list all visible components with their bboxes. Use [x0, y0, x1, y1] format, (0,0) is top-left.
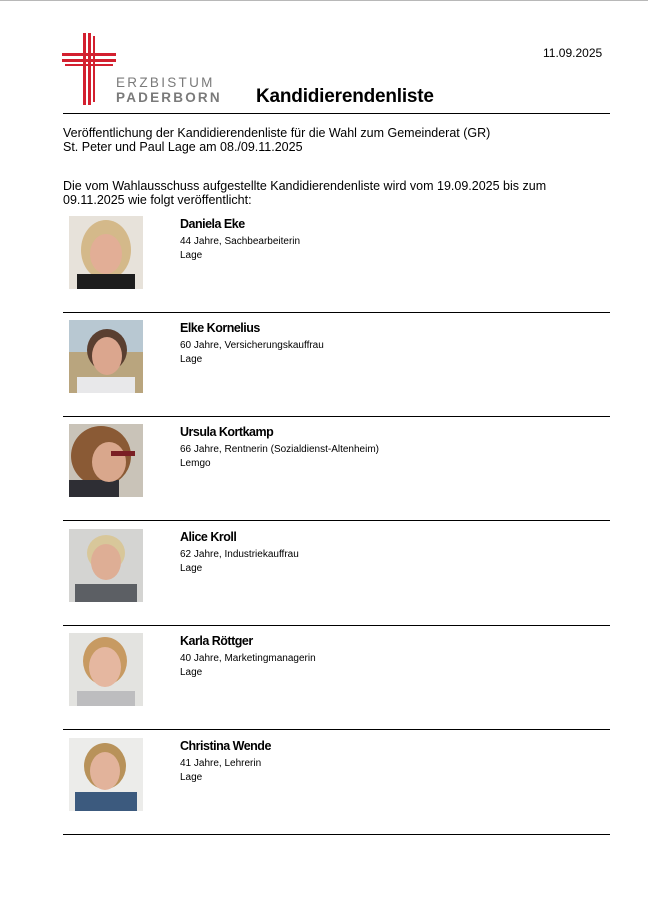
candidate-details: 66 Jahre, Rentnerin (Sozialdienst-Altenheim): [180, 444, 379, 455]
candidate-entry: [63, 731, 610, 835]
candidate-info: [180, 548, 299, 575]
candidate-name: Daniela Eke: [180, 217, 245, 231]
intro-paragraph: Die vom Wahlausschuss aufgestellte Kandidierendenliste wird vom 19.09.2025 bis zum 09.11.2025 wie folgt veröffentlicht:: [63, 179, 547, 207]
candidate-photo: [69, 633, 143, 706]
document-date: 11.09.2025: [543, 46, 603, 60]
intro-line-2: St. Peter und Paul Lage am 08./09.11.2025: [63, 140, 303, 154]
candidate-details: 44 Jahre, Sachbearbeiterin: [180, 236, 301, 247]
candidate-info: [180, 339, 324, 366]
candidate-town: Lage: [180, 353, 203, 365]
logo-line-1: ERZBISTUM: [116, 75, 215, 90]
candidate-details: 60 Jahre, Versicherungskauffrau: [180, 340, 324, 351]
candidate-town: Lage: [180, 249, 203, 261]
candidate-divider: [63, 520, 610, 521]
candidate-photo: [69, 424, 143, 497]
candidate-name: Christina Wende: [180, 739, 271, 753]
candidate-info: [180, 443, 379, 470]
candidate-photo: [69, 216, 143, 289]
logo-wordmark: [116, 75, 276, 105]
candidate-info: [180, 652, 316, 679]
cross-logo-icon: [62, 33, 116, 105]
intro-text: [63, 126, 610, 154]
candidate-name: Karla Röttger: [180, 634, 253, 648]
candidate-info: [180, 235, 300, 262]
candidate-photo: [69, 320, 143, 393]
candidate-town: Lemgo: [180, 457, 211, 469]
candidate-name: Elke Kornelius: [180, 321, 260, 335]
candidate-town: Lage: [180, 666, 203, 678]
candidate-name: Ursula Kortkamp: [180, 425, 274, 439]
logo-line-2: PADERBORN: [116, 90, 222, 105]
candidate-entry: [63, 313, 610, 417]
candidate-name: Alice Kroll: [180, 530, 237, 544]
candidate-info: [180, 757, 261, 784]
candidate-details: 62 Jahre, Industriekauffrau: [180, 549, 299, 560]
candidate-town: Lage: [180, 771, 203, 783]
candidate-photo: [69, 529, 143, 602]
top-border: [0, 0, 648, 1]
candidate-divider: [63, 834, 610, 835]
candidate-details: 40 Jahre, Marketingmanagerin: [180, 653, 316, 664]
candidate-entry: [63, 522, 610, 626]
candidate-photo: [69, 738, 143, 811]
candidate-details: 41 Jahre, Lehrerin: [180, 758, 262, 769]
candidate-entry: [63, 209, 610, 313]
page-title: Kandidierendenliste: [256, 86, 434, 107]
candidate-entry: [63, 417, 610, 521]
header-divider: [63, 113, 610, 114]
candidate-divider: [63, 729, 610, 730]
candidate-entry: [63, 626, 610, 730]
intro-line-1: Veröffentlichung der Kandidierendenliste für die Wahl zum Gemeinderat (GR): [63, 126, 491, 140]
candidate-town: Lage: [180, 562, 203, 574]
